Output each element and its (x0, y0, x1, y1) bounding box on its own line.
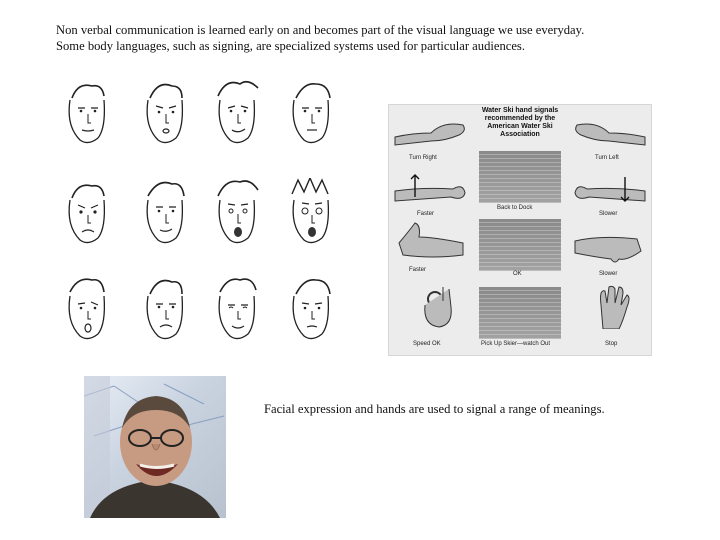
hand-speed-ok-icon (403, 285, 479, 329)
signals-title (460, 107, 580, 139)
photo-illustration (84, 376, 226, 518)
intro-line-1: Non verbal communication is learned early on and becomes part of the visual language we use everyday. (56, 23, 585, 37)
water-ski-hand-signals-chart (388, 104, 652, 356)
face-sketch (58, 78, 114, 150)
signals-title-line: American Water Ski (487, 123, 553, 130)
label-skier-watch-out: Pick Up Skier—watch Out (481, 341, 551, 347)
face-sketch (282, 178, 338, 250)
label-back-to-dock: Back to Dock (497, 205, 533, 211)
face-sketch (208, 78, 264, 150)
face-sketch (58, 178, 114, 250)
signals-title-line: recommended by the (484, 115, 556, 122)
hand-slower-thumb-icon (571, 221, 647, 265)
face-sketch (136, 178, 192, 250)
hand-faster-thumb-icon (393, 221, 469, 265)
hand-turn-right-icon (393, 111, 469, 155)
face-sketch (58, 274, 114, 346)
water-scene-ok (479, 219, 561, 271)
label-stop: Stop (605, 341, 618, 347)
laughing-man-photo (84, 376, 226, 518)
label-ok: OK (513, 271, 522, 277)
hand-turn-left-icon (571, 111, 647, 155)
label-turn-left: Turn Left (595, 155, 619, 161)
face-sketch (282, 274, 338, 346)
label-slower: Slower (599, 211, 618, 217)
face-sketch (208, 274, 264, 346)
face-sketch (136, 78, 192, 150)
label-slower-2: Slower (599, 271, 618, 277)
caption: Facial expression and hands are used to signal a range of meanings. (264, 402, 605, 416)
signals-title-line: Association (500, 131, 540, 138)
intro-line-2: Some body languages, such as signing, are specialized systems used for particular audiences. (56, 39, 525, 53)
label-speed-ok: Speed OK (413, 341, 441, 347)
water-scene-skier (479, 287, 561, 339)
label-faster: Faster (417, 211, 435, 217)
signals-title-line: Water Ski hand signals (481, 107, 559, 114)
hand-slower-icon (571, 167, 647, 211)
face-sketch (208, 178, 264, 250)
hand-faster-icon (393, 167, 469, 211)
face-sketch (282, 78, 338, 150)
water-scene-back-to-dock (479, 151, 561, 203)
label-faster-2: Faster (409, 267, 427, 273)
label-turn-right: Turn Right (409, 155, 437, 161)
intro-text (56, 22, 696, 54)
hand-stop-icon (585, 285, 661, 329)
facial-expression-sketches (58, 78, 340, 354)
face-sketch (136, 274, 192, 346)
